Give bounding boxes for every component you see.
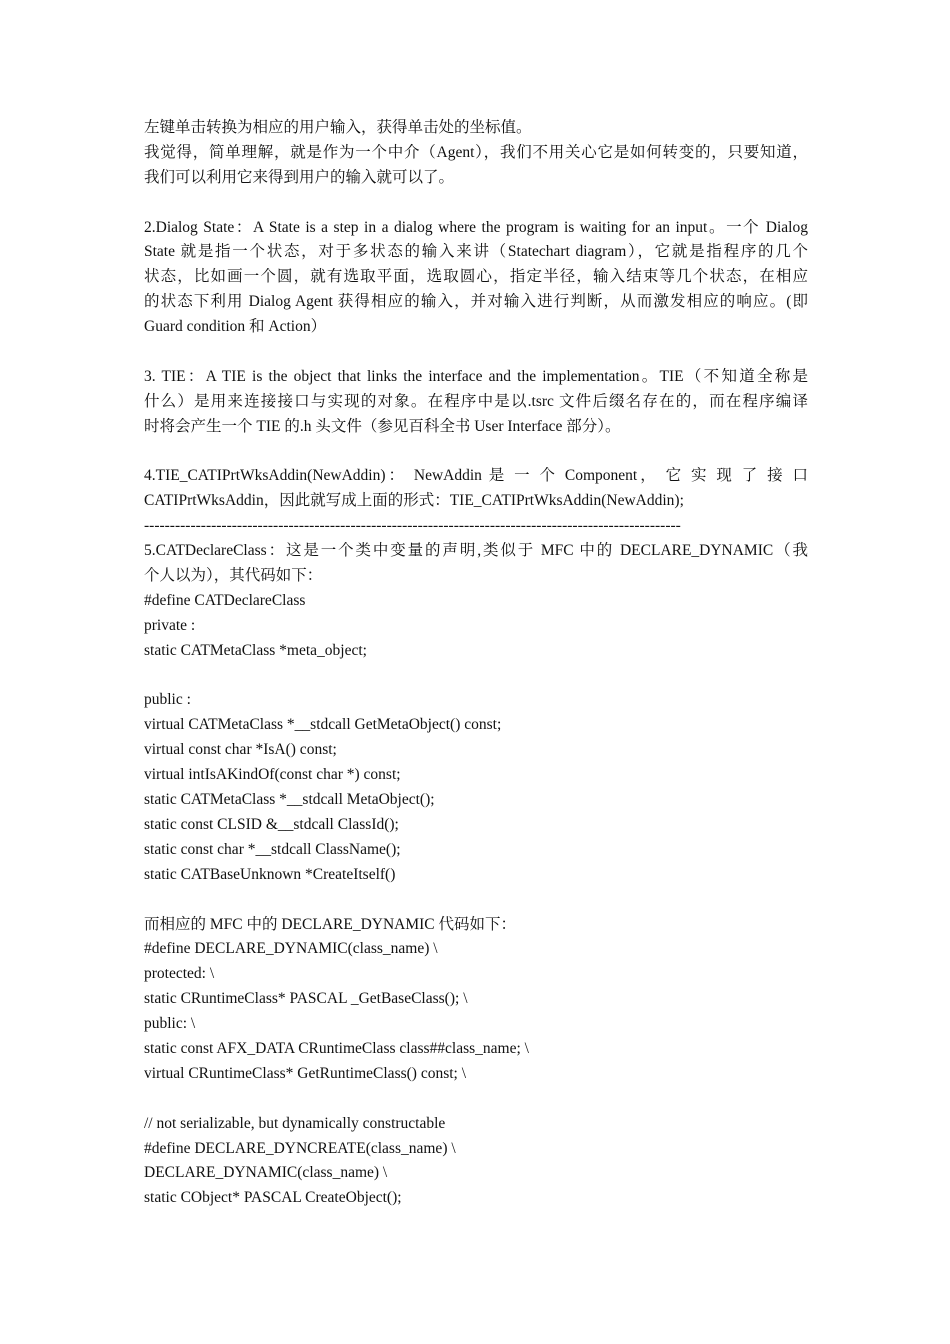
paragraph-line: 我觉得，简单理解，就是作为一个中介（Agent），我们不用关心它是如何转变的，只要知道， — [144, 143, 808, 161]
paragraph-line: 个人以为），其代码如下： — [144, 567, 323, 585]
paragraph-line: CATIPrtWksAddin，因此就写成上面的形式：TIE_CATIPrtWksAddin(NewAddin); — [144, 492, 684, 510]
code-line: static const CLSID &__stdcall ClassId(); — [144, 815, 399, 833]
paragraph-line: 2.Dialog State：A State is a step in a dialog where the program is waiting for an input。一个 Dialog — [144, 218, 808, 236]
paragraph-line: 什么）是用来连接接口与实现的对象。在程序中是以.tsrc 文件后缀名存在的，而在程序编译 — [144, 392, 808, 410]
code-line: protected: \ — [144, 965, 215, 983]
blank-line — [144, 888, 808, 913]
code-line: static CObject* PASCAL CreateObject(); — [144, 1189, 402, 1207]
paragraph-line: 3. TIE：A TIE is the object that links the interface and the implementation。TIE（不知道全称是 — [144, 367, 808, 385]
paragraph-line: 状态，比如画一个圆，就有选取平面，选取圆心，指定半径，输入结束等几个状态，在相应 — [144, 268, 808, 286]
code-line: static CATMetaClass *__stdcall MetaObject(); — [144, 791, 435, 809]
blank-line — [144, 340, 808, 365]
paragraph-line: 我们可以利用它来得到用户的输入就可以了。 — [144, 168, 455, 186]
code-line: private : — [144, 616, 196, 634]
code-line: #define DECLARE_DYNCREATE(class_name) \ — [144, 1139, 456, 1157]
code-line: #define CATDeclareClass — [144, 591, 306, 609]
dashed-separator: -------------------------------------------------------------------------------------------------------- — [144, 517, 681, 535]
blank-line — [144, 1087, 808, 1112]
paragraph-line: 4.TIE_CATIPrtWksAddin(NewAddin)： NewAddin 是 一 个 Component， 它 实 现 了 接 口 — [144, 467, 808, 485]
code-line: virtual CATMetaClass *__stdcall GetMetaObject() const; — [144, 716, 502, 734]
code-line: virtual const char *IsA() const; — [144, 741, 337, 759]
code-line: static const char *__stdcall ClassName(); — [144, 840, 401, 858]
code-line: #define DECLARE_DYNAMIC(class_name) \ — [144, 940, 438, 958]
code-line: static CATBaseUnknown *CreateItself() — [144, 865, 396, 883]
blank-line — [144, 191, 808, 216]
code-line: public: \ — [144, 1015, 196, 1033]
paragraph-line: 5.CATDeclareClass：这是一个类中变量的声明,类似于 MFC 中的 DECLARE_DYNAMIC（我 — [144, 542, 808, 560]
blank-line — [144, 440, 808, 465]
code-line: DECLARE_DYNAMIC(class_name) \ — [144, 1164, 388, 1182]
code-line: virtual CRuntimeClass* GetRuntimeClass() const; \ — [144, 1064, 467, 1082]
paragraph-line: 左键单击转换为相应的用户输入，获得单击处的坐标值。 — [144, 119, 532, 136]
code-line: static CRuntimeClass* PASCAL _GetBaseClass(); \ — [144, 990, 468, 1008]
paragraph-line: 时将会产生一个 TIE 的.h 头文件（参见百科全书 User Interface 部分）。 — [144, 417, 621, 435]
code-line: // not serializable, but dynamically constructable — [144, 1114, 446, 1132]
paragraph-line: 的状态下利用 Dialog Agent 获得相应的输入，并对输入进行判断，从而激发相应的响应。(即 — [144, 293, 808, 311]
code-line: static CATMetaClass *meta_object; — [144, 641, 367, 659]
code-line: static const AFX_DATA CRuntimeClass class##class_name; \ — [144, 1039, 529, 1057]
code-line: virtual intIsAKindOf(const char *) const; — [144, 766, 401, 784]
paragraph-line: State 就是指一个状态，对于多状态的输入来讲（Statechart diagram），它就是指程序的几个 — [144, 243, 808, 261]
paragraph-line: Guard condition 和 Action） — [144, 318, 327, 336]
paragraph-line: 而相应的 MFC 中的 DECLARE_DYNAMIC 代码如下： — [144, 915, 517, 933]
code-line: public : — [144, 691, 191, 709]
document-body — [144, 116, 808, 1211]
blank-line — [144, 664, 808, 689]
